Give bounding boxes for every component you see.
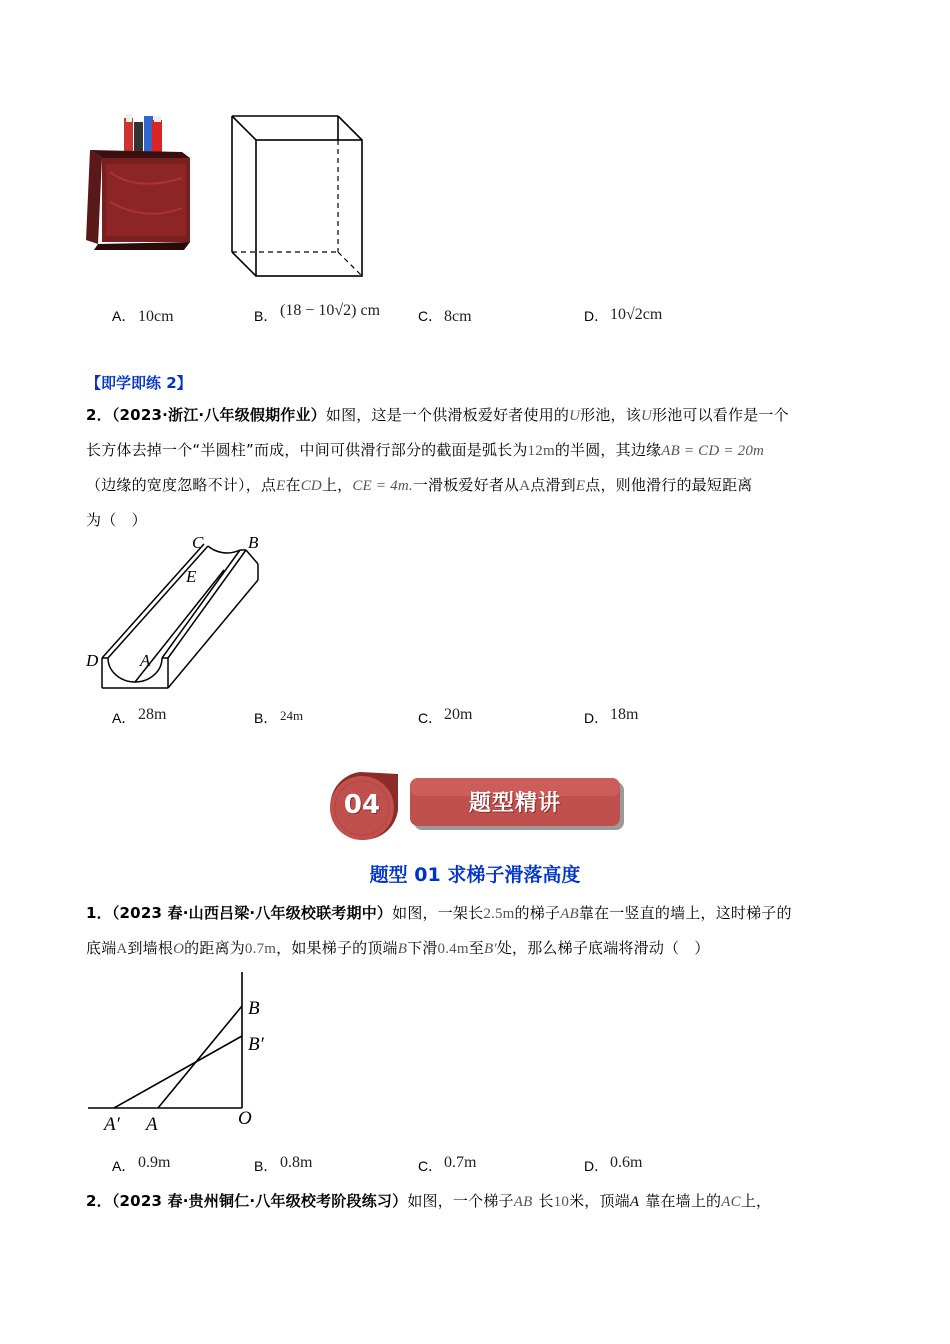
option-b-letter: B． [254,710,278,726]
text: 形池，该 [580,406,641,424]
section-banner [320,766,630,846]
u-pool-diagram [84,534,274,694]
option-b-value: 24m [280,708,304,723]
math-ab: AB [560,906,579,922]
option-c-value: 8cm [444,308,472,325]
text: 点滑到 [530,476,576,494]
math-e: E [276,478,286,494]
text: 靠在墙上的 [645,1192,722,1210]
text: 底端 [86,939,117,957]
math-b: B [397,941,408,957]
math-a: A [116,941,128,957]
text: （边缘的宽度忽略不计），点 [86,476,277,494]
question-2 [86,1184,876,1219]
pen-holder-photo [86,112,198,252]
text: 一滑板爱好者从 [412,476,520,494]
option-c-letter: C． [418,1158,443,1174]
text: 的距离为 [184,939,245,957]
ladder-diagram [84,970,284,1136]
option-d-value: 18m [610,706,639,723]
question-number: 2． [86,1192,112,1210]
math-a: A [519,478,531,494]
option-a-letter: A． [112,308,136,324]
question-number: 1． [86,904,112,922]
option-c-value: 0.7m [444,1154,477,1171]
practice-line-2 [86,433,876,468]
math-ce-equation: CE = 4m. [352,478,413,494]
math-length: 2.5m [483,906,515,922]
math-edge-equation: AB = CD = 20m [661,443,765,459]
label-a: A [140,651,151,670]
option-c-letter: C． [418,308,443,324]
label-o: O [238,1108,252,1129]
prev-options [0,298,950,334]
label-c: C [192,534,204,552]
option-b-letter: B． [254,1158,278,1174]
math-b-prime: B′ [483,941,497,957]
text: 的半圆，其边缘 [554,441,662,459]
option-b-value: (18 − 10√2) cm [280,302,381,319]
option-d-value: 0.6m [610,1154,643,1171]
text: ，如果梯子的顶端 [276,939,398,957]
practice-question [86,398,876,537]
option-a-letter: A． [112,1158,136,1174]
label-b: B [248,998,260,1019]
option-c-value: 20m [444,706,473,723]
text: 如图，一架长 [392,904,484,922]
option-d-letter: D． [584,710,609,726]
practice-options [0,700,950,734]
option-d-letter: D． [584,1158,609,1174]
math-ab: AB [513,1194,533,1210]
label-e: E [186,567,197,586]
math-u: U [569,408,581,424]
option-a-value: 0.9m [138,1154,171,1171]
section-title: 题型精讲 [468,791,561,816]
question-source: （2023 春·贵州铜仁·八年级校考阶段练习） [111,1192,408,1210]
text: 如图，一个梯子 [407,1192,514,1210]
math-slide: 0.4m [437,941,469,957]
text: 处，那么梯子底端将滑动（ ） [496,939,710,957]
text: 米，顶端 [569,1192,630,1210]
text: 的梯子 [514,904,561,922]
question-source: （2023 春·山西吕梁·八年级校联考期中） [111,904,393,922]
math-u: U [640,408,652,424]
math-cd: CD [300,478,322,494]
q2-line-1 [86,1184,876,1219]
question-source: （2023·浙江·八年级假期作业） [111,406,326,424]
text: 靠在一竖直的墙上，这时梯子的 [578,904,792,922]
practice-heading: 【即学即练 2】 [86,374,192,392]
text: 如图，这是一个供滑板爱好者使用的 [325,406,570,424]
cuboid-diagram [226,112,370,280]
label-b: B [248,534,259,552]
question-1 [86,896,876,966]
type-01-title: 题型 01 求梯子滑落高度 [369,864,581,886]
q1-options [0,1148,950,1182]
option-a-letter: A． [112,710,136,726]
practice-line-3 [86,468,876,503]
text: 至 [468,939,484,957]
option-a-value: 28m [138,706,167,723]
practice-line-4: 为（ ） [86,511,147,529]
option-d-letter: D． [584,308,609,324]
label-b-prime: B′ [248,1034,264,1055]
option-d-value: 10√2cm [610,306,663,323]
q1-line-1 [86,896,876,931]
text: 点，则他滑行的最短距离 [585,476,753,494]
math-o: O [173,941,185,957]
question-number: 2． [86,406,112,424]
text: 上， [321,476,353,494]
text: 长 [538,1192,554,1210]
q1-line-2 [86,931,876,966]
option-b-letter: B． [254,308,278,324]
math-distance: 0.7m [244,941,277,957]
label-a: A [146,1114,158,1135]
text: 上， [740,1192,772,1210]
text: 长方体去掉一个“半圆柱”而成，中间可供滑行部分的截面是弧长为 [86,441,528,459]
math-length: 10 [553,1194,570,1210]
text: 下滑 [407,939,438,957]
practice-line-1 [86,398,876,433]
label-d: D [86,651,99,670]
math-ac: AC [721,1194,741,1210]
text: 到墙根 [127,939,174,957]
label-a-prime: A′ [104,1114,120,1135]
option-a-value: 10cm [138,308,174,325]
option-b-value: 0.8m [280,1154,313,1171]
math-arc-length: 12m [527,443,555,459]
text: 形池可以看作是一个 [652,406,789,424]
math-e: E [575,478,586,494]
option-c-letter: C． [418,710,443,726]
text: 在 [285,476,301,494]
math-a: A [629,1194,640,1210]
section-number: 04 [343,790,381,820]
